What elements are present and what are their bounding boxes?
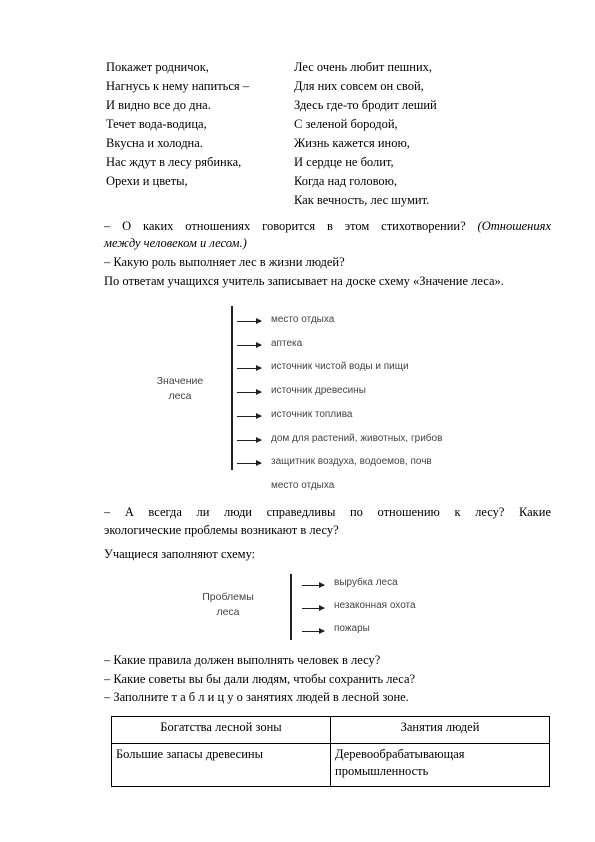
poem-line: Жизнь кажется иною, — [294, 136, 410, 150]
poem-line: Покажет родничок, — [106, 60, 209, 74]
scheme-forest-problems-label-line2: леса — [216, 606, 240, 618]
poem-line: И сердце не болит, — [294, 155, 394, 169]
arrow-right-icon — [302, 608, 324, 609]
scheme-item: пожары — [334, 623, 370, 634]
poem-left-column — [106, 58, 249, 191]
scheme-item: место отдыха — [271, 479, 335, 491]
occupations-table — [111, 716, 550, 787]
poem-line: Нас ждут в лесу рябинка, — [106, 155, 242, 169]
arrow-right-icon — [237, 463, 261, 464]
table-header-row — [112, 717, 550, 744]
scheme-item: источник топлива — [271, 408, 353, 420]
poem-line: Как вечность, лес шумит. — [294, 193, 430, 207]
scheme-item: незаконная охота — [334, 600, 416, 611]
question-justice-line1: – А всегда ли люди справедливы по отношению к лесу? Какие — [104, 505, 551, 519]
scheme-forest-problems-label — [193, 590, 263, 620]
poem-line: Орехи и цветы, — [106, 174, 188, 188]
poem-line: Течет вода-водица, — [106, 117, 207, 131]
question-relations-answer-cont: между человеком и лесом.) — [104, 236, 247, 250]
scheme-item: место отдыха — [271, 314, 335, 325]
scheme-item: дом для растений, животных, грибов — [271, 432, 443, 444]
arrow-right-icon — [237, 392, 261, 393]
question-line: – Заполните т а б л и ц у о занятиях людей в лесной зоне. — [104, 690, 409, 704]
scheme-item: аптека — [271, 337, 303, 349]
arrow-right-icon — [237, 345, 261, 346]
poem-line: Для них совсем он свой, — [294, 79, 424, 93]
scheme-forest-problems-bracket — [290, 574, 292, 640]
table-header-cell: Богатства лесной зоны — [112, 717, 331, 744]
question-relations-text: – О каких отношениях говорится в этом стихотворении? — [104, 219, 466, 233]
scheme2-intro: Учащиеся заполняют схему: — [104, 547, 256, 561]
scheme-item: источник древесины — [271, 385, 366, 397]
arrow-right-icon — [302, 585, 324, 586]
poem-line: С зеленой бородой, — [294, 117, 398, 131]
scheme-forest-value-label-line2: леса — [168, 390, 192, 402]
poem-line: И видно все до дна. — [106, 98, 211, 112]
question-line: – Какие советы вы бы дали людям, чтобы сохранить леса? — [104, 671, 416, 686]
arrow-right-icon — [302, 631, 324, 632]
poem-right-column — [294, 58, 437, 210]
table-cell: Большие запасы древесины — [112, 744, 331, 787]
table-row — [112, 744, 550, 787]
scheme-forest-value-label-line1: Значение — [156, 375, 204, 387]
poem-line: Лес очень любит пешних, — [294, 60, 433, 74]
arrow-right-icon — [237, 368, 261, 369]
poem-line: Нагнусь к нему напиться – — [106, 79, 250, 93]
arrow-right-icon — [237, 321, 261, 322]
arrow-right-icon — [237, 440, 261, 441]
table-cell: Деревообрабатывающая промышленность — [331, 744, 550, 787]
scheme-forest-value-label — [150, 374, 210, 404]
scheme-item: источник чистой воды и пищи — [271, 361, 409, 373]
question-forest-role: – Какую роль выполняет лес в жизни людей? — [104, 255, 345, 269]
poem-line: Когда над головою, — [294, 174, 398, 188]
question-relations-answer: (Отношениях — [477, 219, 551, 233]
scheme-intro: По ответам учащихся учитель записывает на доске схему «Значение леса». — [104, 274, 504, 288]
scheme-item: защитник воздуха, водоемов, почв — [271, 456, 432, 468]
scheme-forest-value-bracket — [231, 306, 233, 470]
poem-line: Здесь где-то бродит леший — [294, 98, 437, 112]
arrow-right-icon — [237, 416, 261, 417]
scheme-item: вырубка леса — [334, 577, 398, 588]
question-relations — [104, 218, 551, 235]
table-header-cell: Занятия людей — [331, 717, 550, 744]
poem-line: Вкусна и холодна. — [106, 136, 203, 150]
question-justice-line2: экологические проблемы возникают в лесу? — [104, 523, 339, 537]
scheme-forest-problems-label-line1: Проблемы — [202, 591, 254, 603]
question-line: – Какие правила должен выполнять человек в лесу? — [104, 653, 381, 667]
